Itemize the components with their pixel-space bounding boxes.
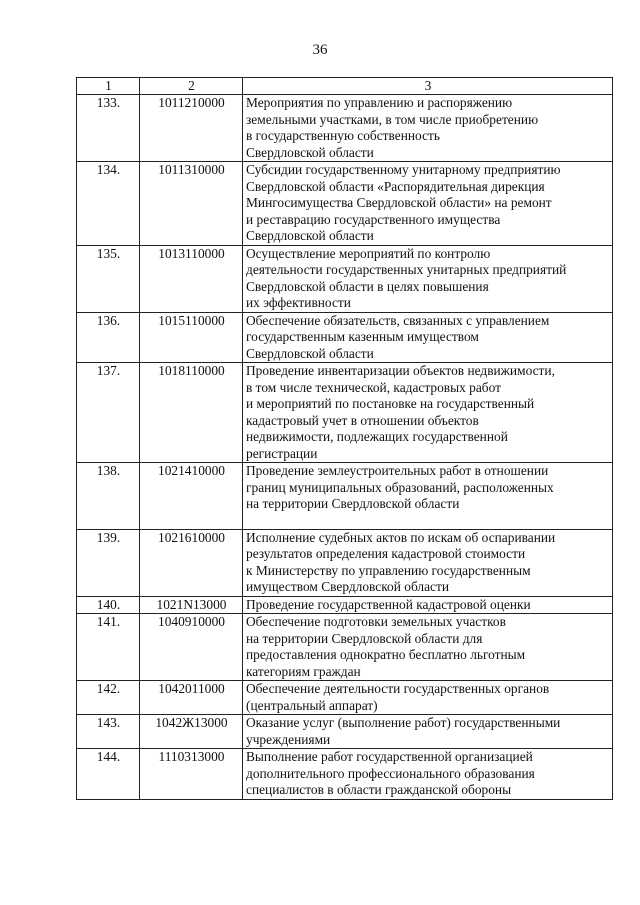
- budget-code: 1013110000: [140, 245, 243, 312]
- row-number: 143.: [77, 715, 140, 749]
- description-line: государственным казенным имуществом: [246, 329, 479, 344]
- description-line: и мероприятий по постановке на государственный: [246, 396, 535, 411]
- description-line: Проведение землеустроительных работ в отношении: [246, 463, 549, 478]
- description-line: Субсидии государственному унитарному предприятию: [246, 162, 561, 177]
- description-line: деятельности государственных унитарных предприятий: [246, 262, 567, 277]
- description-cell: [243, 715, 613, 749]
- table-row: [77, 749, 613, 800]
- description-line: Исполнение судебных актов по искам об оспаривании: [246, 529, 556, 545]
- row-number: 135.: [77, 245, 140, 312]
- budget-code: 1015110000: [140, 312, 243, 363]
- row-number: 140.: [77, 596, 140, 614]
- budget-code: 1042Ж13000: [140, 715, 243, 749]
- description-line: Свердловской области: [246, 144, 374, 160]
- description-line: на территории Свердловской области для: [246, 630, 483, 646]
- description-line: Свердловской области в целях повышения: [246, 278, 489, 294]
- column-header-1: 1: [77, 78, 140, 95]
- description-line: на территории Свердловской области: [246, 496, 460, 511]
- description-line: в том числе технической, кадастровых работ: [246, 379, 501, 395]
- table-row: [77, 681, 613, 715]
- budget-code: 1042011000: [140, 681, 243, 715]
- row-number: 136.: [77, 312, 140, 363]
- description-line: Обеспечение обязательств, связанных с управлением: [246, 312, 550, 328]
- description-cell: [243, 681, 613, 715]
- description-line: в государственную собственность: [246, 128, 440, 143]
- budget-code: 1040910000: [140, 614, 243, 681]
- description-line: Свердловской области: [246, 228, 374, 243]
- column-header-2: 2: [140, 78, 243, 95]
- description-line: предоставления однократно бесплатно льготным: [246, 647, 526, 662]
- budget-code: 1110313000: [140, 749, 243, 800]
- budget-code: 1011210000: [140, 95, 243, 162]
- description-line: и реставрацию государственного имущества: [246, 211, 501, 227]
- table-row: [77, 463, 613, 530]
- description-cell: [243, 95, 613, 162]
- table-row: [77, 614, 613, 681]
- description-line: Проведение государственной кадастровой оценки: [246, 596, 531, 612]
- page-number: 36: [312, 42, 328, 58]
- row-number: 137.: [77, 363, 140, 463]
- description-line: недвижимости, подлежащих государственной: [246, 429, 508, 444]
- description-cell: [243, 749, 613, 800]
- row-number: 133.: [77, 95, 140, 162]
- budget-code: 1018110000: [140, 363, 243, 463]
- description-line: Мингосимущества Свердловской области» на ремонт: [246, 195, 552, 210]
- description-line: специалистов в области гражданской обороны: [246, 782, 512, 797]
- description-line: Обеспечение деятельности государственных органов: [246, 681, 550, 696]
- table-body: [77, 95, 613, 800]
- table-row: [77, 95, 613, 162]
- budget-code: 1021610000: [140, 529, 243, 596]
- column-header-3: 3: [243, 78, 613, 95]
- description-line: (центральный аппарат): [246, 697, 378, 713]
- row-number: 144.: [77, 749, 140, 800]
- description-line: регистрации: [246, 445, 318, 461]
- description-line: земельными участками, в том числе приобретению: [246, 111, 539, 127]
- row-number: 139.: [77, 529, 140, 596]
- description-cell: [243, 529, 613, 596]
- description-line: Осуществление мероприятий по контролю: [246, 245, 491, 261]
- description-line: к Министерству по управлению государственным: [246, 562, 531, 578]
- row-number: 141.: [77, 614, 140, 681]
- description-cell: [243, 614, 613, 681]
- description-line: Мероприятия по управлению и распоряжению: [246, 95, 513, 110]
- description-line: кадастровый учет в отношении объектов: [246, 412, 479, 428]
- table-row: [77, 715, 613, 749]
- budget-code: 1021410000: [140, 463, 243, 530]
- description-line: Оказание услуг (выполнение работ) государственными: [246, 715, 561, 730]
- description-line: Обеспечение подготовки земельных участков: [246, 614, 506, 629]
- budget-code: 1021N13000: [140, 596, 243, 614]
- table-row: [77, 529, 613, 596]
- description-line: имуществом Свердловской области: [246, 579, 450, 594]
- budget-code: 1011310000: [140, 162, 243, 246]
- description-cell: [243, 245, 613, 312]
- table-row: [77, 596, 613, 614]
- description-cell: [243, 162, 613, 246]
- row-number: 138.: [77, 463, 140, 530]
- header-row: [77, 78, 613, 95]
- budget-code-table: [76, 77, 613, 800]
- description-line: границ муниципальных образований, расположенных: [246, 479, 554, 495]
- description-line: Свердловской области: [246, 345, 374, 361]
- description-line: Свердловской области «Распорядительная дирекция: [246, 178, 545, 194]
- table-row: [77, 162, 613, 246]
- description-line: результатов определения кадастровой стоимости: [246, 546, 526, 561]
- row-number: 142.: [77, 681, 140, 715]
- table-row: [77, 363, 613, 463]
- table-row: [77, 312, 613, 363]
- description-cell: [243, 363, 613, 463]
- description-cell: [243, 596, 613, 614]
- description-line: категориям граждан: [246, 663, 361, 679]
- description-line: Проведение инвентаризации объектов недвижимости,: [246, 363, 555, 378]
- description-line: их эффективности: [246, 295, 351, 310]
- description-line: Выполнение работ государственной организацией: [246, 749, 533, 764]
- description-cell: [243, 312, 613, 363]
- row-number: 134.: [77, 162, 140, 246]
- description-line: дополнительного профессионального образования: [246, 765, 535, 781]
- table-row: [77, 245, 613, 312]
- description-line: учреждениями: [246, 731, 331, 747]
- description-cell: [243, 463, 613, 530]
- table-header: [77, 78, 613, 95]
